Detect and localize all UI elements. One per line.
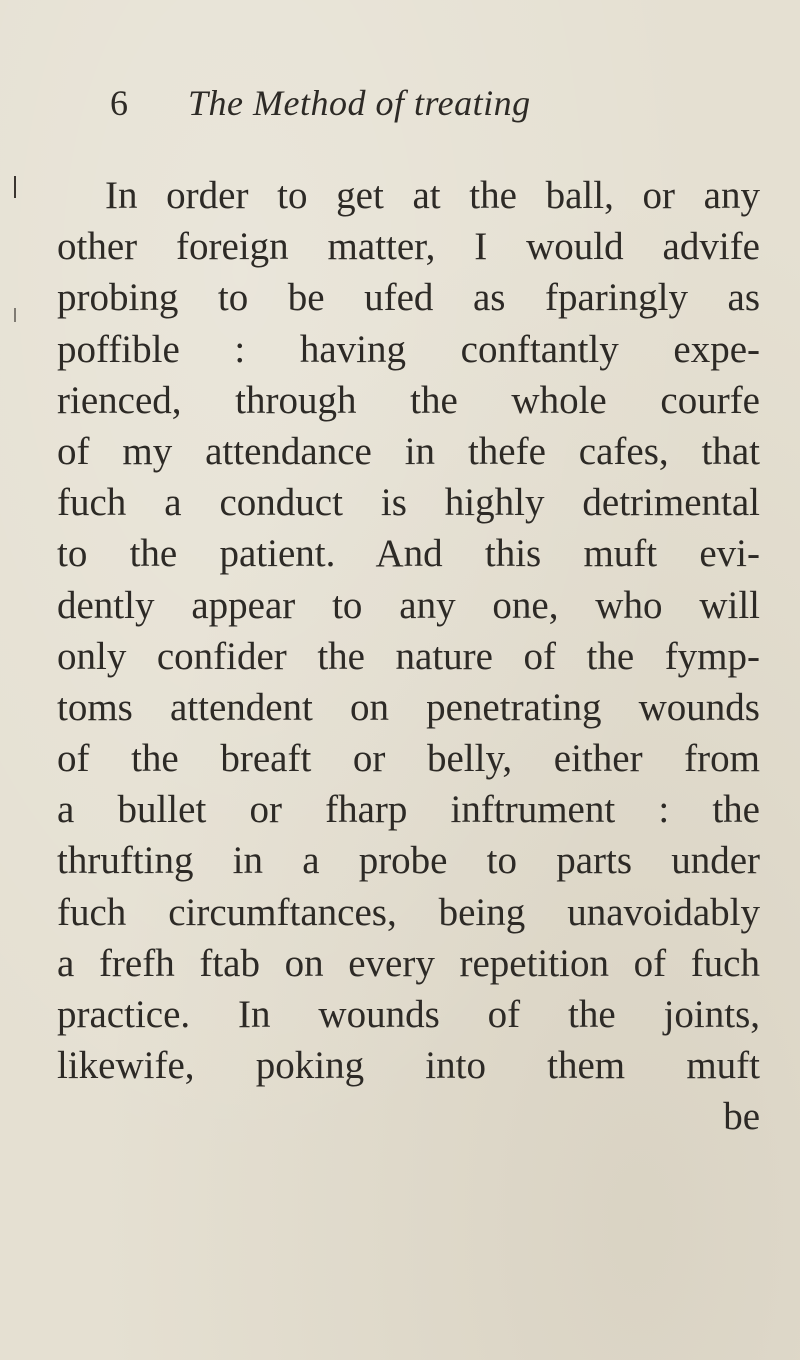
text-line: dently appear to any one, who will	[57, 583, 760, 627]
margin-mark	[14, 176, 16, 198]
text-line: fuch a conduct is highly detrimental	[57, 481, 760, 525]
page-number: 6	[110, 83, 128, 123]
text-line: fuch circumftances, being unavoidably	[57, 890, 760, 934]
text-line: thrufting in a probe to parts under	[57, 839, 760, 883]
text-line: rienced, through the whole courfe	[57, 378, 760, 422]
text-line: other foreign matter, I would advife	[57, 225, 760, 269]
margin-mark	[14, 308, 16, 322]
text-line: only confider the nature of the fymp-	[57, 634, 760, 678]
catchword: be	[723, 1095, 760, 1139]
text-line: of the breaft or belly, either from	[57, 737, 760, 781]
text-line: practice. In wounds of the joints,	[57, 993, 760, 1036]
text-line: of my attendance in thefe cafes, that	[57, 429, 760, 473]
text-line: toms attendent on penetrating wounds	[57, 685, 760, 729]
text-line: likewife, poking into them muft	[57, 1044, 760, 1088]
body-text	[57, 170, 760, 1143]
text-line: probing to be ufed as fparingly as	[57, 276, 760, 320]
text-line: to the patient. And this muft evi-	[57, 532, 760, 576]
text-line: a frefh ftab on every repetition of fuch	[57, 941, 760, 985]
running-head: The Method of treating	[188, 83, 531, 123]
text-line: a bullet or fharp inftrument : the	[57, 788, 760, 832]
text-line: poffible : having conftantly expe-	[57, 327, 760, 371]
page-header	[110, 82, 750, 132]
text-line: In order to get at the ball, or any	[105, 174, 760, 217]
